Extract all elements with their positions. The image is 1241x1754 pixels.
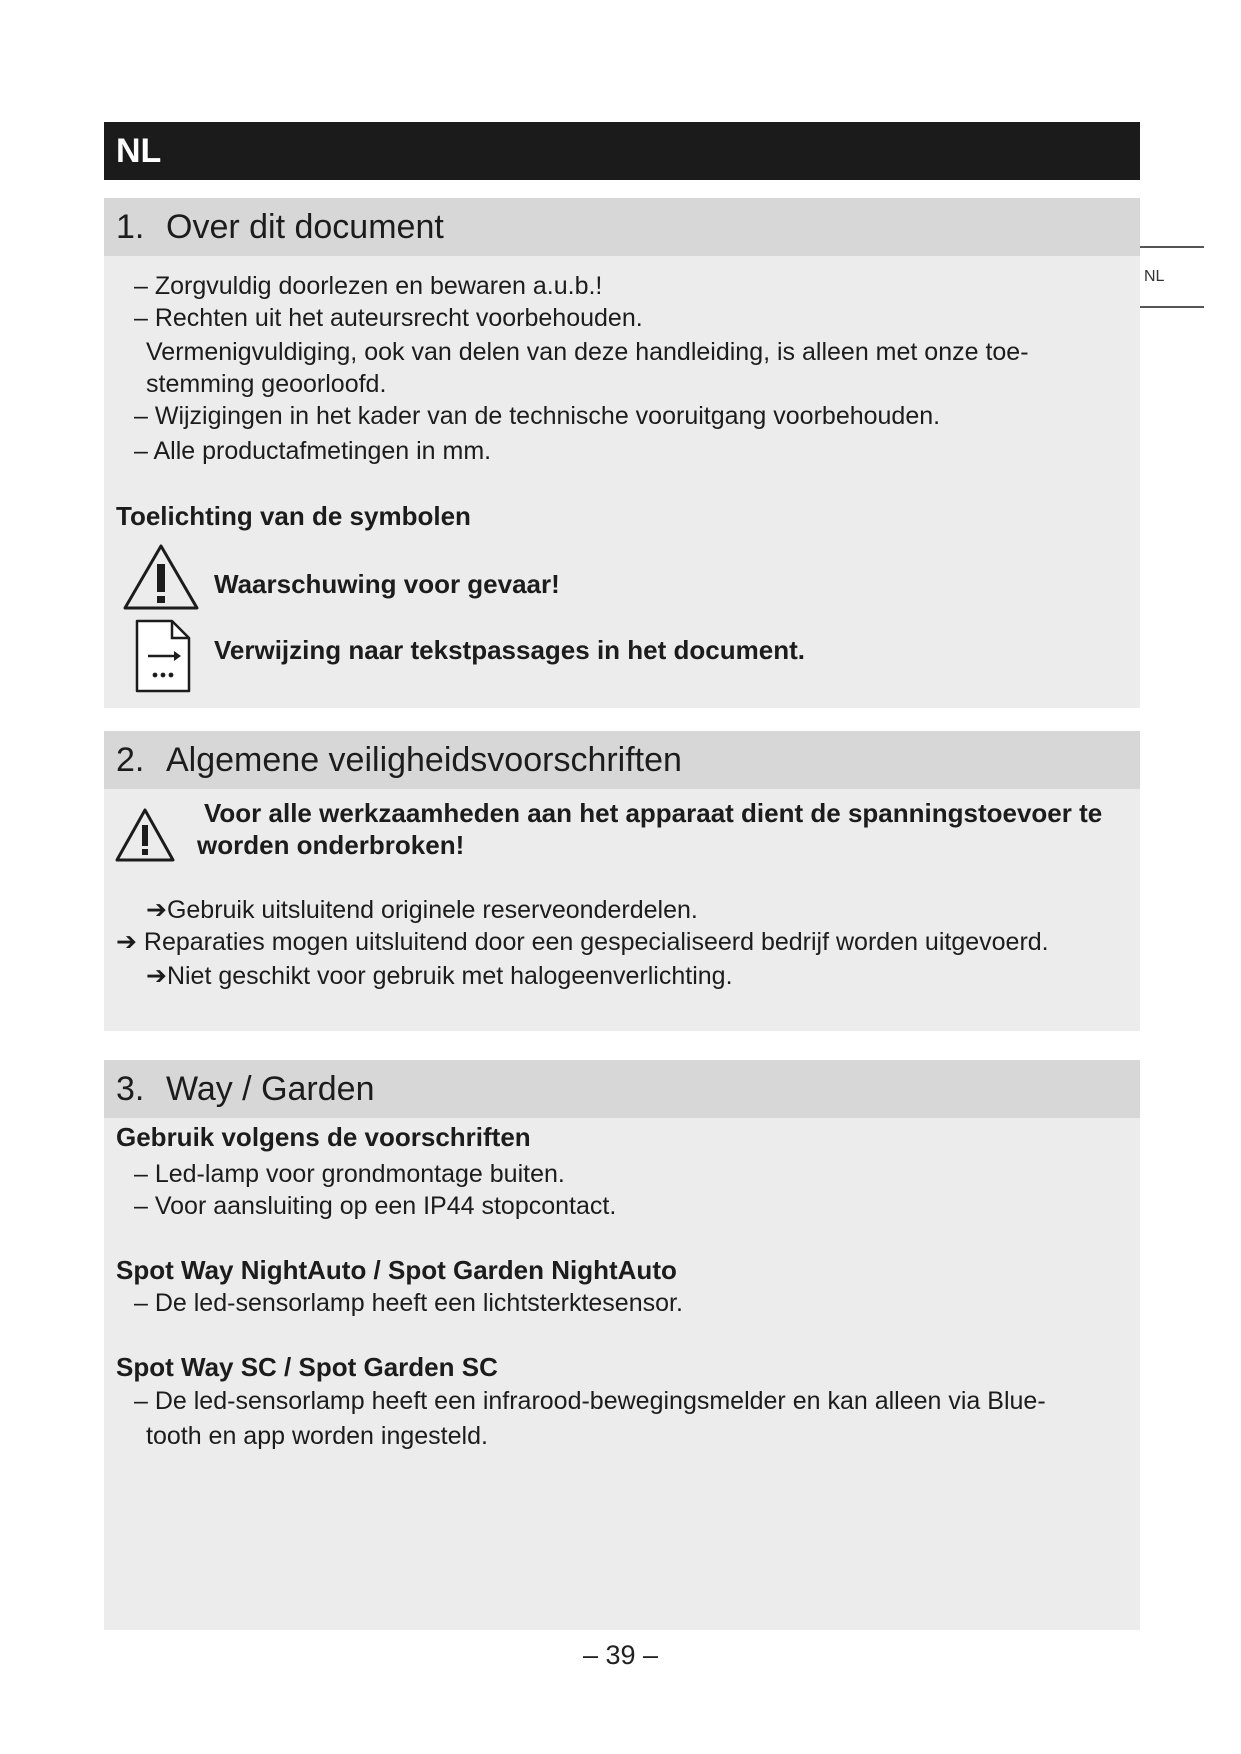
section-way-garden bbox=[104, 1060, 1140, 1630]
list-item: – Voor aansluiting op een IP44 stopcontact. bbox=[134, 1192, 617, 1220]
list-item: – Zorgvuldig doorlezen en bewaren a.u.b.! bbox=[134, 272, 603, 300]
page-number: – 39 – bbox=[582, 1640, 659, 1670]
language-bar: NL bbox=[104, 122, 1140, 180]
section-heading bbox=[104, 198, 1140, 256]
side-language-tab: NL bbox=[1140, 246, 1204, 308]
warning-triangle-icon bbox=[114, 807, 176, 863]
symbol-label: Verwijzing naar tekstpassages in het document. bbox=[214, 635, 805, 665]
symbols-heading: Toelichting van de symbolen bbox=[116, 501, 471, 531]
block-heading: Spot Way NightAuto / Spot Garden NightAuto bbox=[116, 1255, 677, 1285]
list-item: – Alle productafmetingen in mm. bbox=[134, 437, 492, 465]
text-line: tooth en app worden ingesteld. bbox=[146, 1422, 488, 1450]
text-line: Vermenigvuldiging, ook van delen van deze handleiding, is alleen met onze toe- bbox=[146, 338, 1029, 366]
section-number: 1. bbox=[116, 208, 145, 246]
text-line: stemming geoorloofd. bbox=[146, 370, 387, 398]
list-item: – Wijzigingen in het kader van de technische vooruitgang voorbehouden. bbox=[134, 402, 941, 430]
warning-text: worden onderbroken! bbox=[197, 830, 465, 860]
section-title: Way / Garden bbox=[166, 1070, 375, 1108]
section-number: 3. bbox=[116, 1070, 145, 1108]
section-over-dit-document bbox=[104, 198, 1140, 708]
section-veiligheidsvoorschriften bbox=[104, 731, 1140, 1031]
document-reference-icon bbox=[134, 618, 192, 694]
list-item: – De led-sensorlamp heeft een infrarood-bewegingsmelder en kan alleen via Blue- bbox=[134, 1387, 1046, 1415]
symbol-label: Waarschuwing voor gevaar! bbox=[214, 569, 560, 599]
list-item: ➔Niet geschikt voor gebruik met halogeenverlichting. bbox=[146, 962, 733, 990]
section-title: Algemene veiligheidsvoorschriften bbox=[166, 741, 682, 779]
warning-text: Voor alle werkzaamheden aan het apparaat dient de spanningstoevoer te bbox=[204, 798, 1103, 828]
list-item: ➔ Reparaties mogen uitsluitend door een gespecialiseerd bedrijf worden uitgevoerd. bbox=[116, 928, 1049, 956]
section-number: 2. bbox=[116, 741, 145, 779]
section-heading bbox=[104, 1060, 1140, 1118]
list-item: – Rechten uit het auteursrecht voorbehouden. bbox=[134, 304, 643, 332]
block-heading: Spot Way SC / Spot Garden SC bbox=[116, 1352, 498, 1382]
block-heading: Gebruik volgens de voorschriften bbox=[116, 1122, 531, 1152]
section-heading bbox=[104, 731, 1140, 789]
list-item: – De led-sensorlamp heeft een lichtsterktesensor. bbox=[134, 1289, 683, 1317]
section-title: Over dit document bbox=[166, 208, 444, 246]
warning-triangle-icon bbox=[122, 542, 200, 612]
list-item: ➔Gebruik uitsluitend originele reserveonderdelen. bbox=[146, 896, 698, 924]
list-item: – Led-lamp voor grondmontage buiten. bbox=[134, 1160, 565, 1188]
